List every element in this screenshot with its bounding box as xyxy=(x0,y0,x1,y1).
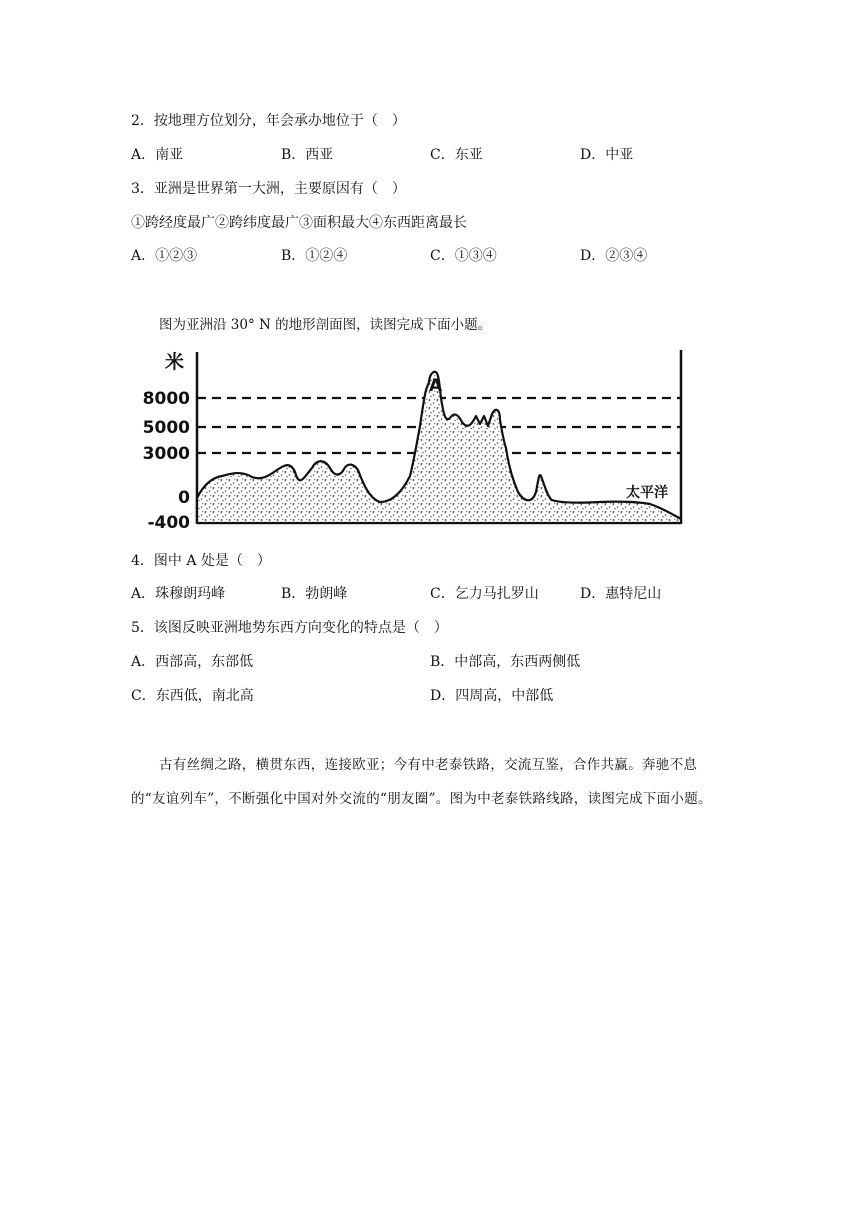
q3-stem: 3．亚洲是世界第一大洲，主要原因有（ ） xyxy=(131,181,406,197)
terrain-profile-figure xyxy=(140,342,690,535)
y-tick-8000: 8000 xyxy=(142,389,190,409)
q5-option-d: D．四周高，中部低 xyxy=(430,688,554,704)
q5-option-a: A．西部高，东部低 xyxy=(131,654,254,670)
q2-option-d: D．中亚 xyxy=(580,147,634,163)
q3-option-c: C．①③④ xyxy=(430,248,497,264)
q2-stem: 2．按地理方位划分，年会承办地位于（ ） xyxy=(131,113,406,129)
q4-option-d: D．惠特尼山 xyxy=(580,586,662,602)
q3-statements: ①跨经度最广②跨纬度最广③面积最大④东西距离最长 xyxy=(131,215,467,231)
q2-option-a: A．南亚 xyxy=(131,147,184,163)
q5-option-b: B．中部高，东西两侧低 xyxy=(430,654,581,670)
q3-option-b: B．①②④ xyxy=(281,248,348,264)
q5-stem: 5．该图反映亚洲地势东西方向变化的特点是（ ） xyxy=(131,620,448,636)
unit-label: 米 xyxy=(165,351,185,373)
q4-stem: 4．图中 A 处是（ ） xyxy=(131,553,271,569)
q3-option-d: D．②③④ xyxy=(580,248,648,264)
passage-paragraph: 古有丝绸之路，横贯东西，连接欧亚；今有中老泰铁路，交流互鉴，合作共赢。奔驰不息的“友谊列车”，不断强化中国对外交流的“朋友圈”。图为中老泰铁路线路，读图完成下面小题。 xyxy=(131,757,712,807)
q4-option-a: A．珠穆朗玛峰 xyxy=(131,586,226,602)
q2-option-c: C．东亚 xyxy=(430,147,483,163)
y-tick-minus400: -400 xyxy=(147,513,190,533)
y-tick-5000: 5000 xyxy=(142,418,190,438)
y-tick-3000: 3000 xyxy=(142,444,190,464)
y-tick-0: 0 xyxy=(178,488,190,508)
q3-option-a: A．①②③ xyxy=(131,248,198,264)
q4-option-b: B．勃朗峰 xyxy=(281,586,348,602)
q4-option-c: C．乞力马扎罗山 xyxy=(430,586,539,602)
q5-option-c: C．东西低，南北高 xyxy=(131,688,254,704)
q2-option-b: B．西亚 xyxy=(281,147,334,163)
ocean-label: 太平洋 xyxy=(626,485,668,501)
figure-intro: 图为亚洲沿 30° N 的地形剖面图，读图完成下面小题。 xyxy=(159,317,492,333)
peak-a-label: A xyxy=(429,376,443,396)
